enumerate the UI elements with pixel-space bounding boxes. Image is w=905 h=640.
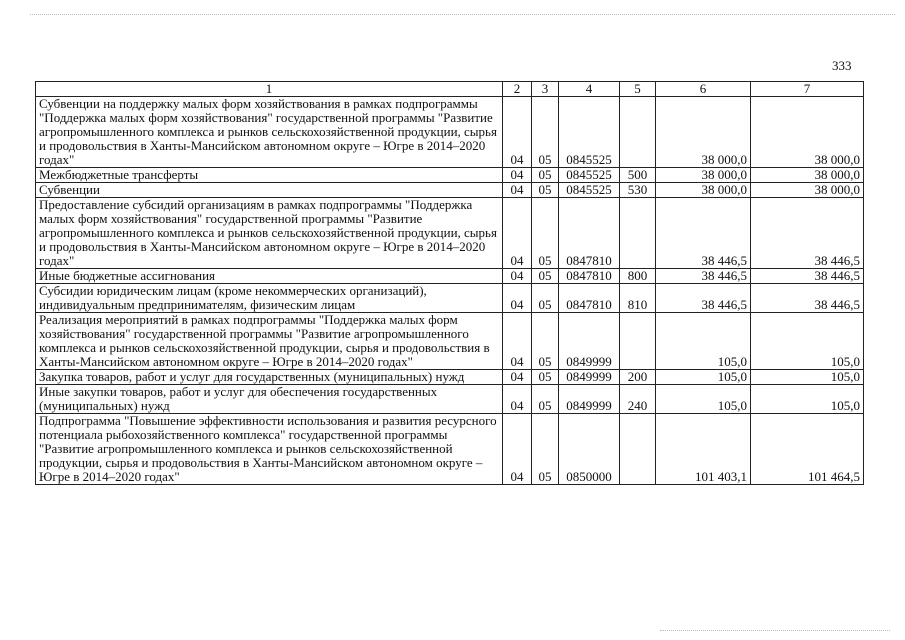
table-row xyxy=(36,183,864,198)
row-expense-type: 200 xyxy=(620,370,656,385)
page-number: 333 xyxy=(832,58,852,73)
row-amount-2: 105,0 xyxy=(751,370,864,385)
row-expense-type: 800 xyxy=(620,269,656,284)
row-name: Предоставление субсидий организациям в рамках подпрограммы "Поддержка малых форм хозяйствования" государственной программы "Развитие агропромышленного комплекса и рынков сельскохозяйственной продукции, сырья и продовольствия в Ханты-Мансийском автономном округе – Югре в 2014–2020 годах" xyxy=(36,198,503,269)
row-amount-1: 38 446,5 xyxy=(656,269,751,284)
header-col-1: 1 xyxy=(36,82,503,97)
row-amount-1: 105,0 xyxy=(656,385,751,414)
row-section: 04 xyxy=(503,370,532,385)
row-amount-1: 105,0 xyxy=(656,370,751,385)
table-row xyxy=(36,414,864,485)
row-target-code: 0849999 xyxy=(559,313,620,370)
row-name: Субсидии юридическим лицам (кроме некоммерческих организаций), индивидуальным предпринимателям, физическим лицам xyxy=(36,284,503,313)
header-col-5: 5 xyxy=(620,82,656,97)
row-target-code: 0849999 xyxy=(559,370,620,385)
row-subsection: 05 xyxy=(532,97,559,168)
row-amount-2: 38 000,0 xyxy=(751,97,864,168)
row-subsection: 05 xyxy=(532,183,559,198)
row-section: 04 xyxy=(503,198,532,269)
header-col-3: 3 xyxy=(532,82,559,97)
row-section: 04 xyxy=(503,313,532,370)
row-expense-type: 500 xyxy=(620,168,656,183)
row-name: Субвенции на поддержку малых форм хозяйствования в рамках подпрограммы "Поддержка малых форм хозяйствования" государственной программы "Развитие агропромышленного комплекса и рынков сельскохозяйственной продукции, сырья и продовольствия в Ханты-Мансийском автономном округе – Югре в 2014–2020 годах" xyxy=(36,97,503,168)
scan-artifact-top xyxy=(30,14,895,15)
row-amount-2: 105,0 xyxy=(751,385,864,414)
row-target-code: 0850000 xyxy=(559,414,620,485)
table-row xyxy=(36,370,864,385)
row-target-code: 0847810 xyxy=(559,269,620,284)
row-target-code: 0845525 xyxy=(559,97,620,168)
row-amount-1: 38 446,5 xyxy=(656,198,751,269)
row-section: 04 xyxy=(503,414,532,485)
row-target-code: 0847810 xyxy=(559,198,620,269)
row-subsection: 05 xyxy=(532,370,559,385)
row-amount-1: 105,0 xyxy=(656,313,751,370)
row-section: 04 xyxy=(503,168,532,183)
header-col-4: 4 xyxy=(559,82,620,97)
row-amount-1: 38 446,5 xyxy=(656,284,751,313)
header-col-6: 6 xyxy=(656,82,751,97)
table-row xyxy=(36,284,864,313)
table-row xyxy=(36,97,864,168)
row-amount-2: 101 464,5 xyxy=(751,414,864,485)
row-amount-1: 38 000,0 xyxy=(656,183,751,198)
row-name: Закупка товаров, работ и услуг для государственных (муниципальных) нужд xyxy=(36,370,503,385)
row-subsection: 05 xyxy=(532,168,559,183)
row-subsection: 05 xyxy=(532,198,559,269)
scan-artifact-bottom xyxy=(660,630,890,631)
row-amount-1: 101 403,1 xyxy=(656,414,751,485)
header-col-2: 2 xyxy=(503,82,532,97)
row-target-code: 0847810 xyxy=(559,284,620,313)
header-col-7: 7 xyxy=(751,82,864,97)
row-target-code: 0845525 xyxy=(559,183,620,198)
row-expense-type: 530 xyxy=(620,183,656,198)
row-target-code: 0845525 xyxy=(559,168,620,183)
row-expense-type: 240 xyxy=(620,385,656,414)
table-row xyxy=(36,385,864,414)
row-amount-1: 38 000,0 xyxy=(656,97,751,168)
row-expense-type xyxy=(620,198,656,269)
row-section: 04 xyxy=(503,97,532,168)
row-section: 04 xyxy=(503,269,532,284)
table-body xyxy=(36,97,864,485)
row-amount-2: 38 446,5 xyxy=(751,269,864,284)
header-row xyxy=(36,82,864,97)
table-row xyxy=(36,198,864,269)
row-amount-2: 38 446,5 xyxy=(751,284,864,313)
table-row xyxy=(36,168,864,183)
row-subsection: 05 xyxy=(532,414,559,485)
row-section: 04 xyxy=(503,284,532,313)
table-row xyxy=(36,269,864,284)
row-section: 04 xyxy=(503,385,532,414)
row-subsection: 05 xyxy=(532,313,559,370)
row-name: Межбюджетные трансферты xyxy=(36,168,503,183)
row-name: Реализация мероприятий в рамках подпрограммы "Поддержка малых форм хозяйствования" государственной программы "Развитие агропромышленного комплекса и рынков сельскохозяйственной продукции, сырья и продовольствия в Ханты-Мансийском автономном округе – Югре в 2014–2020 годах" xyxy=(36,313,503,370)
row-expense-type xyxy=(620,313,656,370)
row-amount-1: 38 000,0 xyxy=(656,168,751,183)
row-amount-2: 38 446,5 xyxy=(751,198,864,269)
row-expense-type xyxy=(620,97,656,168)
table-row xyxy=(36,313,864,370)
row-name: Подпрограмма "Повышение эффективности использования и развития ресурсного потенциала рыбохозяйственного комплекса" государственной программы "Развитие агропромышленного комплекса и рынков сельскохозяйственной продукции, сырья и продовольствия в Ханты-Мансийском автономном округе – Югре в 2014–2020 годах" xyxy=(36,414,503,485)
row-name: Субвенции xyxy=(36,183,503,198)
row-target-code: 0849999 xyxy=(559,385,620,414)
row-expense-type xyxy=(620,414,656,485)
budget-table xyxy=(35,81,864,485)
row-amount-2: 105,0 xyxy=(751,313,864,370)
table-header xyxy=(36,82,864,97)
row-subsection: 05 xyxy=(532,269,559,284)
row-name: Иные бюджетные ассигнования xyxy=(36,269,503,284)
row-subsection: 05 xyxy=(532,385,559,414)
row-amount-2: 38 000,0 xyxy=(751,168,864,183)
row-name: Иные закупки товаров, работ и услуг для обеспечения государственных (муниципальных) нужд xyxy=(36,385,503,414)
row-amount-2: 38 000,0 xyxy=(751,183,864,198)
row-subsection: 05 xyxy=(532,284,559,313)
row-expense-type: 810 xyxy=(620,284,656,313)
row-section: 04 xyxy=(503,183,532,198)
